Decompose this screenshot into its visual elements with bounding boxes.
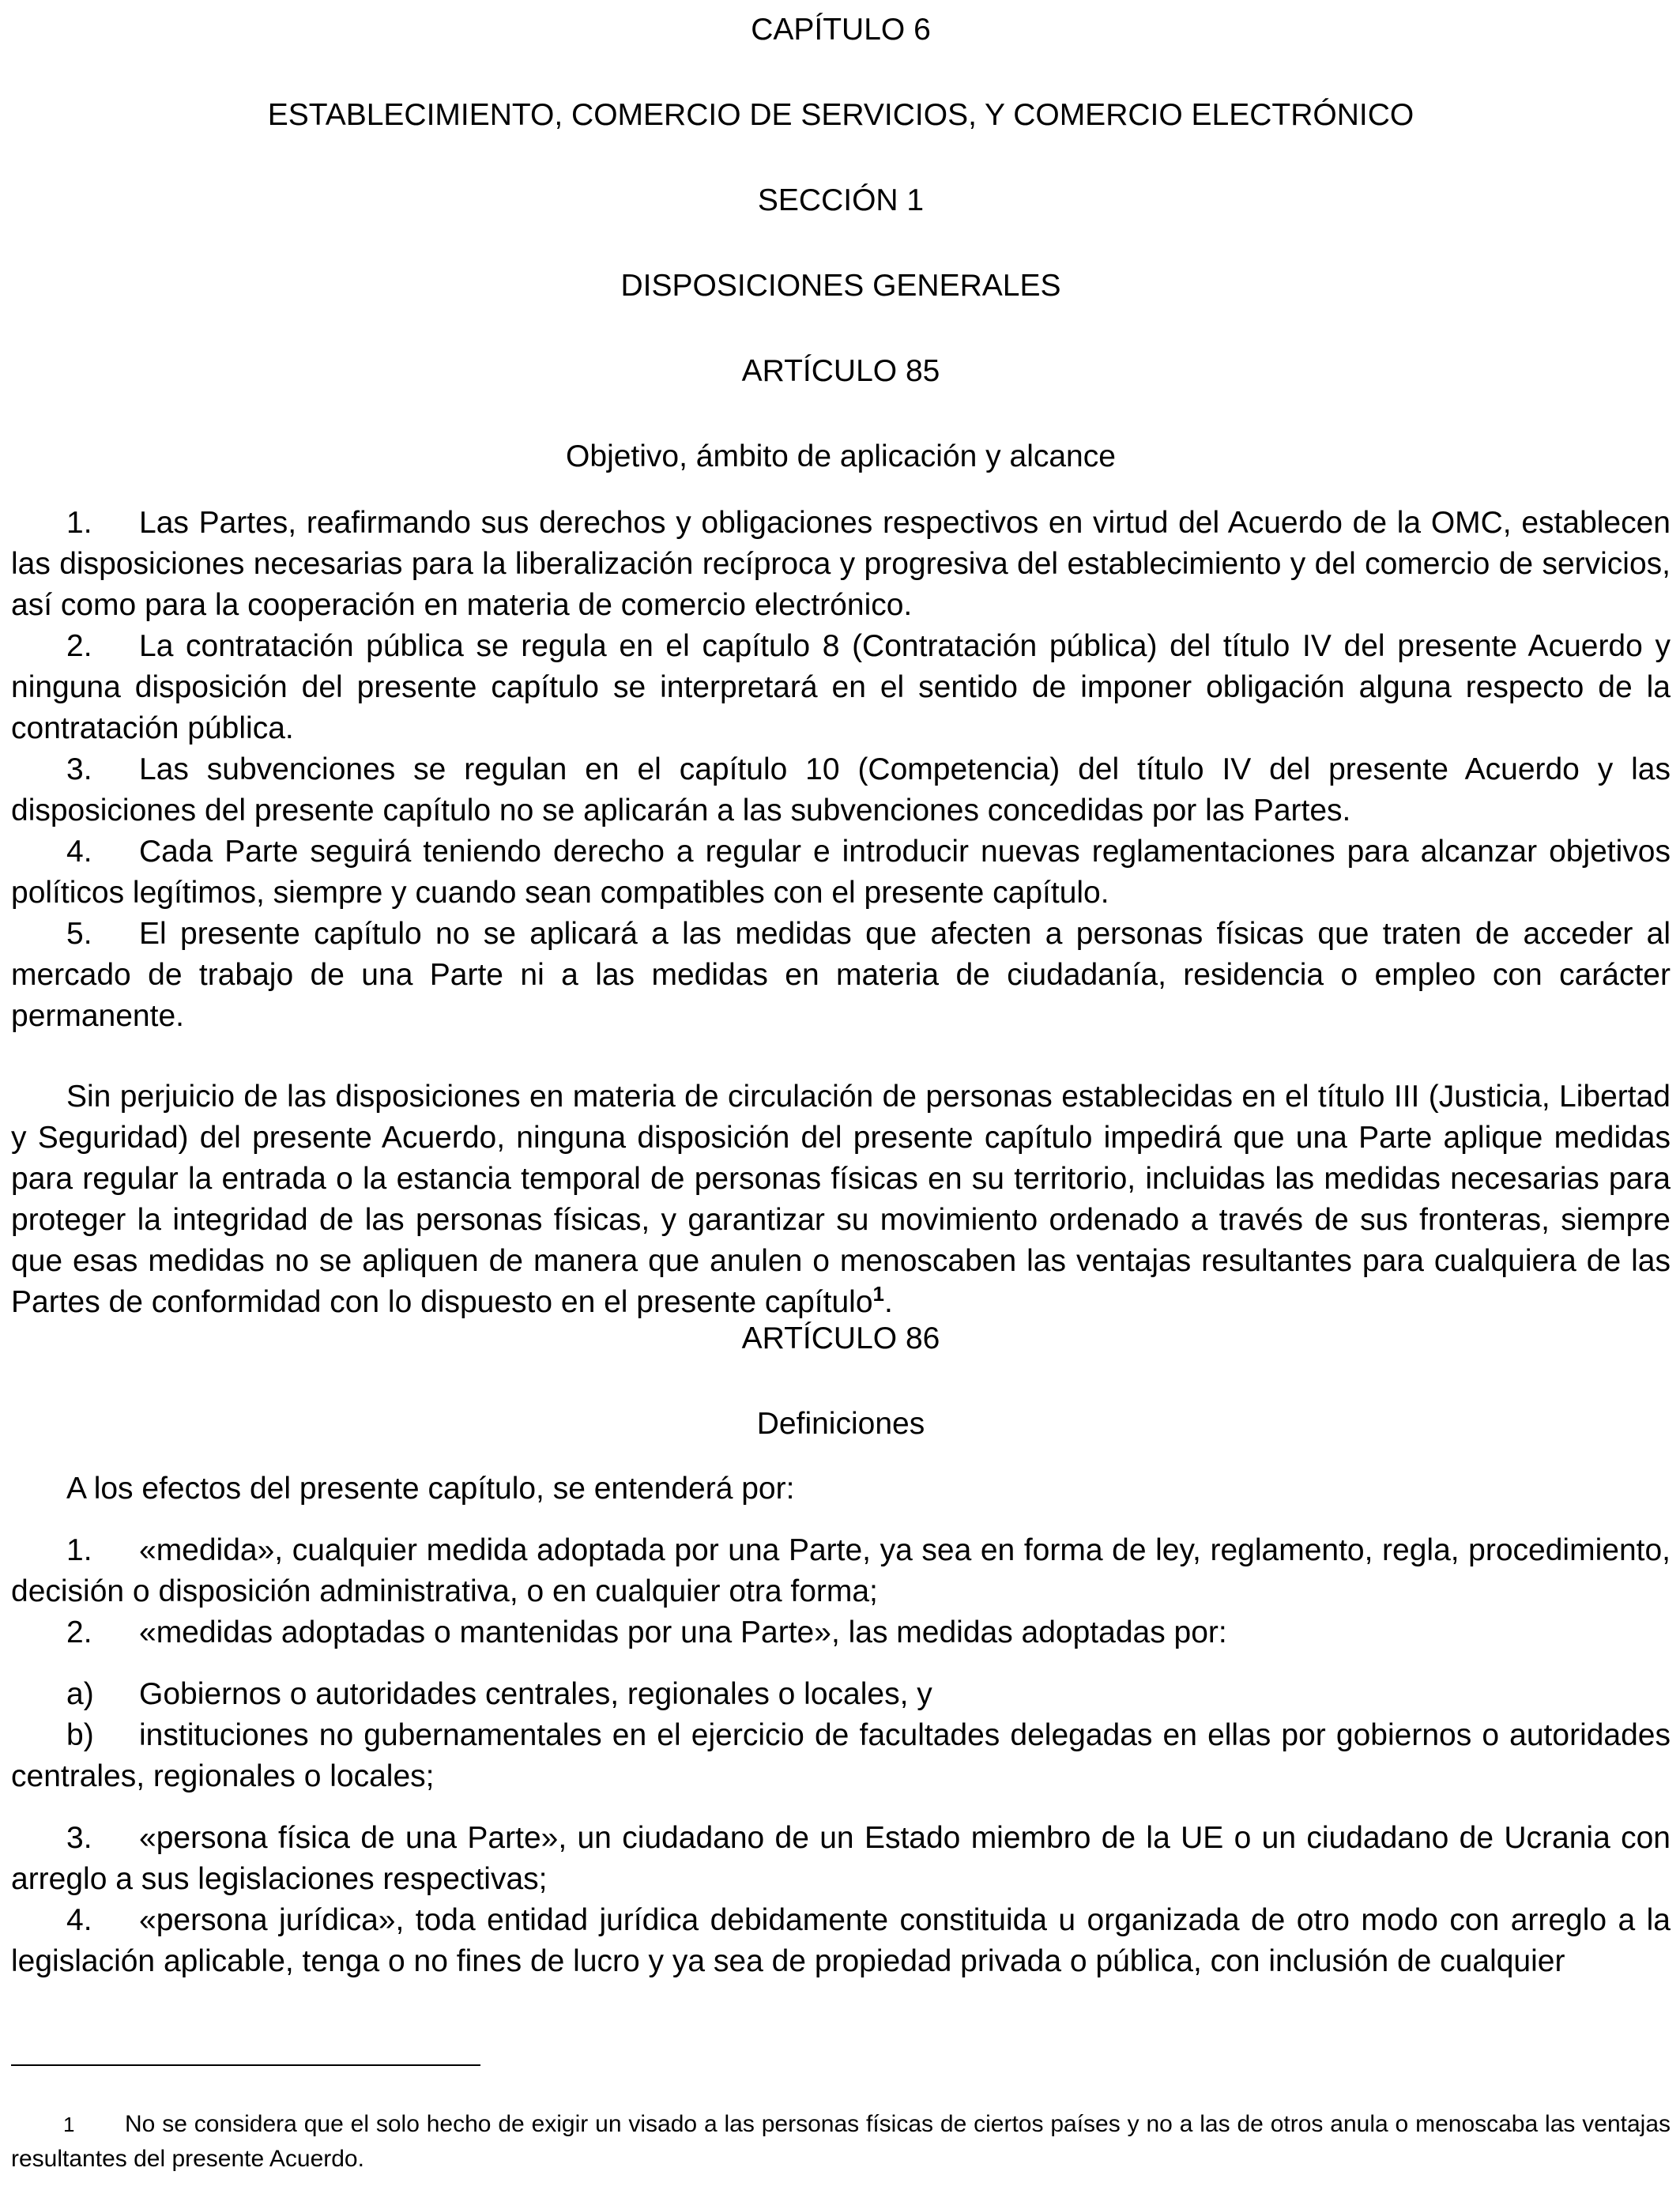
article-86-subtitle: Definiciones: [756, 1407, 925, 1441]
section-title: DISPOSICIONES GENERALES: [620, 269, 1061, 303]
definition-2-sub-b: b) instituciones no gubernamentales en el ejercicio de facultades delegadas en ellas por gobiernos o autoridades centrales, regionales o locales;: [11, 1718, 1671, 1793]
article-85-body: [11, 503, 1671, 1323]
article-85-closing: Sin perjuicio de las disposiciones en materia de circulación de personas establecidas en el título III (Justicia, Libertad y Seguridad) del presente Acuerdo, ninguna disposición del presente capítulo impedirá que una Parte aplique medidas para regular la entrada o la estancia temporal de personas físicas en su territorio, incluidas las medidas necesarias para proteger la integridad de las personas físicas, y garantizar su movimiento ordenado a través de sus fronteras, siempre que esas medidas no se apliquen de manera que anulen o menoscaben las ventajas resultantes para cualquiera de las Partes de conformidad con lo dispuesto en el presente capítulo$^1$.: [11, 1080, 1671, 1319]
chapter-title: ESTABLECIMIENTO, COMERCIO DE SERVICIOS, Y COMERCIO ELECTRÓNICO: [267, 98, 1414, 132]
article-86-heading: ARTÍCULO 86: [741, 1321, 940, 1355]
chapter-heading: CAPÍTULO 6: [751, 13, 931, 47]
definition-2-sub-a: a) Gobiernos o autoridades centrales, regionales o locales, y: [66, 1677, 932, 1711]
footnote: [11, 2107, 1671, 2177]
article-85-heading: ARTÍCULO 85: [741, 354, 940, 388]
definition-2: 2. «medidas adoptadas o mantenidas por una Parte», las medidas adoptadas por:: [66, 1615, 1227, 1649]
section-heading: SECCIÓN 1: [757, 183, 925, 217]
footnote-text: No se considera que el solo hecho de exigir un visado a las personas físicas de ciertos países y no a las de otros anula o menoscaba las ventajas resultantes del presente Acuerdo.: [11, 2111, 1671, 2172]
definition-1: 1. «medida», cualquier medida adoptada por una Parte, ya sea en forma de ley, reglamento, regla, procedimiento, decisión o disposición administrativa, o en cualquier otra forma;: [11, 1533, 1671, 1608]
footnote-separator: [11, 2064, 480, 2066]
article-85-item-1: 1. Las Partes, reafirmando sus derechos y obligaciones respectivos en virtud del Acuerdo de la OMC, establecen las disposiciones necesarias para la liberalización recíproca y progresiva del establecimiento y del comercio de servicios, así como para la cooperación en materia de comercio electrónico.: [11, 506, 1671, 622]
article-85-item-2: 2. La contratación pública se regula en el capítulo 8 (Contratación pública) del título IV del presente Acuerdo y ninguna disposición del presente capítulo se interpretará en el sentido de imponer obligación alguna respecto de la contratación pública.: [11, 629, 1671, 745]
article-85-item-3: 3. Las subvenciones se regulan en el capítulo 10 (Competencia) del título IV del presente Acuerdo y las disposiciones del presente capítulo no se aplicarán a las subvenciones concedidas por las Partes.: [11, 752, 1671, 827]
footnote-reference[interactable]: 1: [872, 1282, 884, 1306]
definitions-intro: A los efectos del presente capítulo, se entenderá por:: [66, 1472, 795, 1506]
article-86-body: [11, 1468, 1671, 1982]
article-85-item-4: 4. Cada Parte seguirá teniendo derecho a regular e introducir nuevas reglamentaciones para alcanzar objetivos políticos legítimos, siempre y cuando sean compatibles con el presente capítulo.: [11, 835, 1671, 910]
definition-3: 3. «persona física de una Parte», un ciudadano de un Estado miembro de la UE o un ciudadano de Ucrania con arreglo a sus legislaciones respectivas;: [11, 1821, 1671, 1896]
article-85-item-5: 5. El presente capítulo no se aplicará a las medidas que afecten a personas físicas que traten de acceder al mercado de trabajo de una Parte ni a las medidas en materia de ciudadanía, residencia o empleo con carácter permanente.: [11, 917, 1671, 1033]
article-85-subtitle: Objetivo, ámbito de aplicación y alcance: [566, 439, 1116, 473]
footnote-number: 1: [63, 2113, 75, 2136]
definition-4: 4. «persona jurídica», toda entidad jurídica debidamente constituida u organizada de otro modo con arreglo a la legislación aplicable, tenga o no fines de lucro y ya sea de propiedad privada o pública, con inclusión de cualquier: [11, 1903, 1671, 1978]
